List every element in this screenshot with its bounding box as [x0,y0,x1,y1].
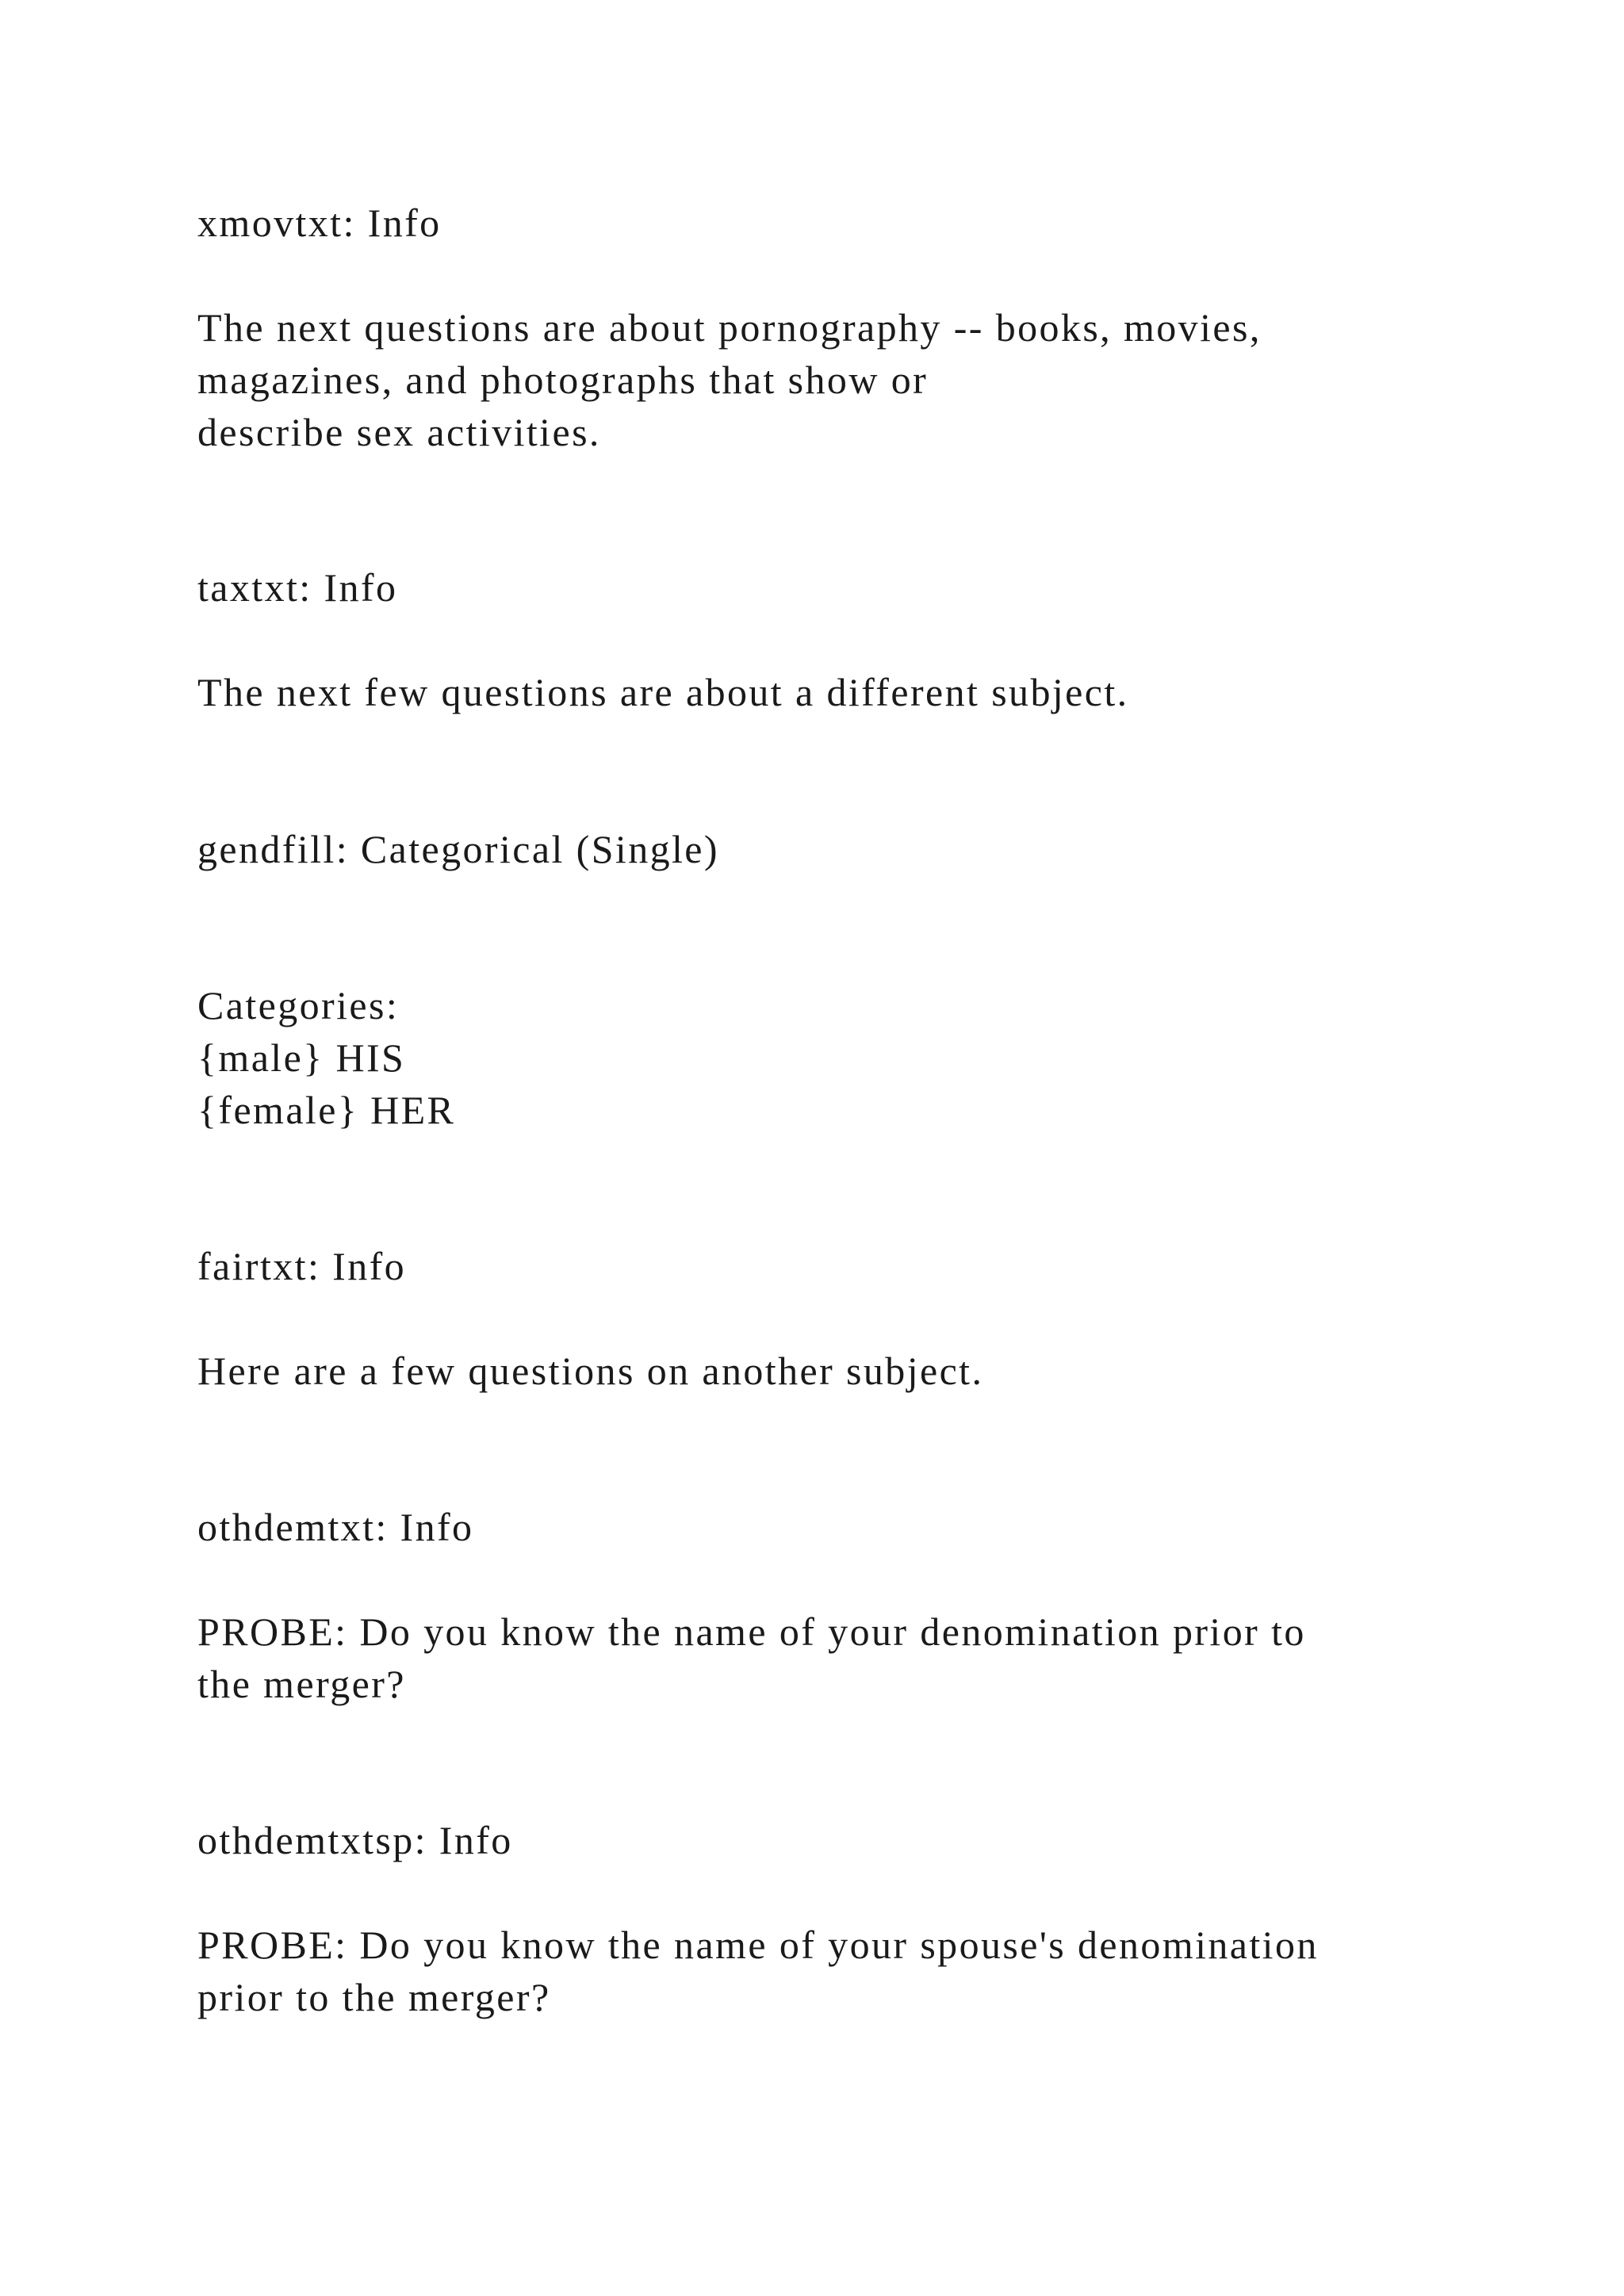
section-heading: othdemtxt: Info [197,1505,474,1549]
section-body-line: prior to the merger? [197,1975,551,2019]
category-item: {male} HIS [197,1035,406,1080]
section-heading: fairtxt: Info [197,1244,407,1288]
category-item: {female} HER [197,1088,456,1132]
categories-label: Categories: [197,983,400,1027]
section-body-line: the merger? [197,1662,406,1706]
section-heading: taxtxt: Info [197,565,398,610]
section-heading: xmovtxt: Info [197,201,442,245]
section-body-line: describe sex activities. [197,410,601,454]
section-heading: othdemtxtsp: Info [197,1818,513,1862]
section-body-line: The next few questions are about a different subject. [197,670,1129,714]
section-body-line: Here are a few questions on another subject. [197,1349,984,1393]
section-heading: gendfill: Categorical (Single) [197,827,719,871]
section-body-line: PROBE: Do you know the name of your spouse's denomination [197,1923,1319,1967]
section-body-line: The next questions are about pornography -- books, movies, [197,305,1262,350]
section-body-line: PROBE: Do you know the name of your denomination prior to [197,1609,1306,1654]
section-body-line: magazines, and photographs that show or [197,358,929,402]
